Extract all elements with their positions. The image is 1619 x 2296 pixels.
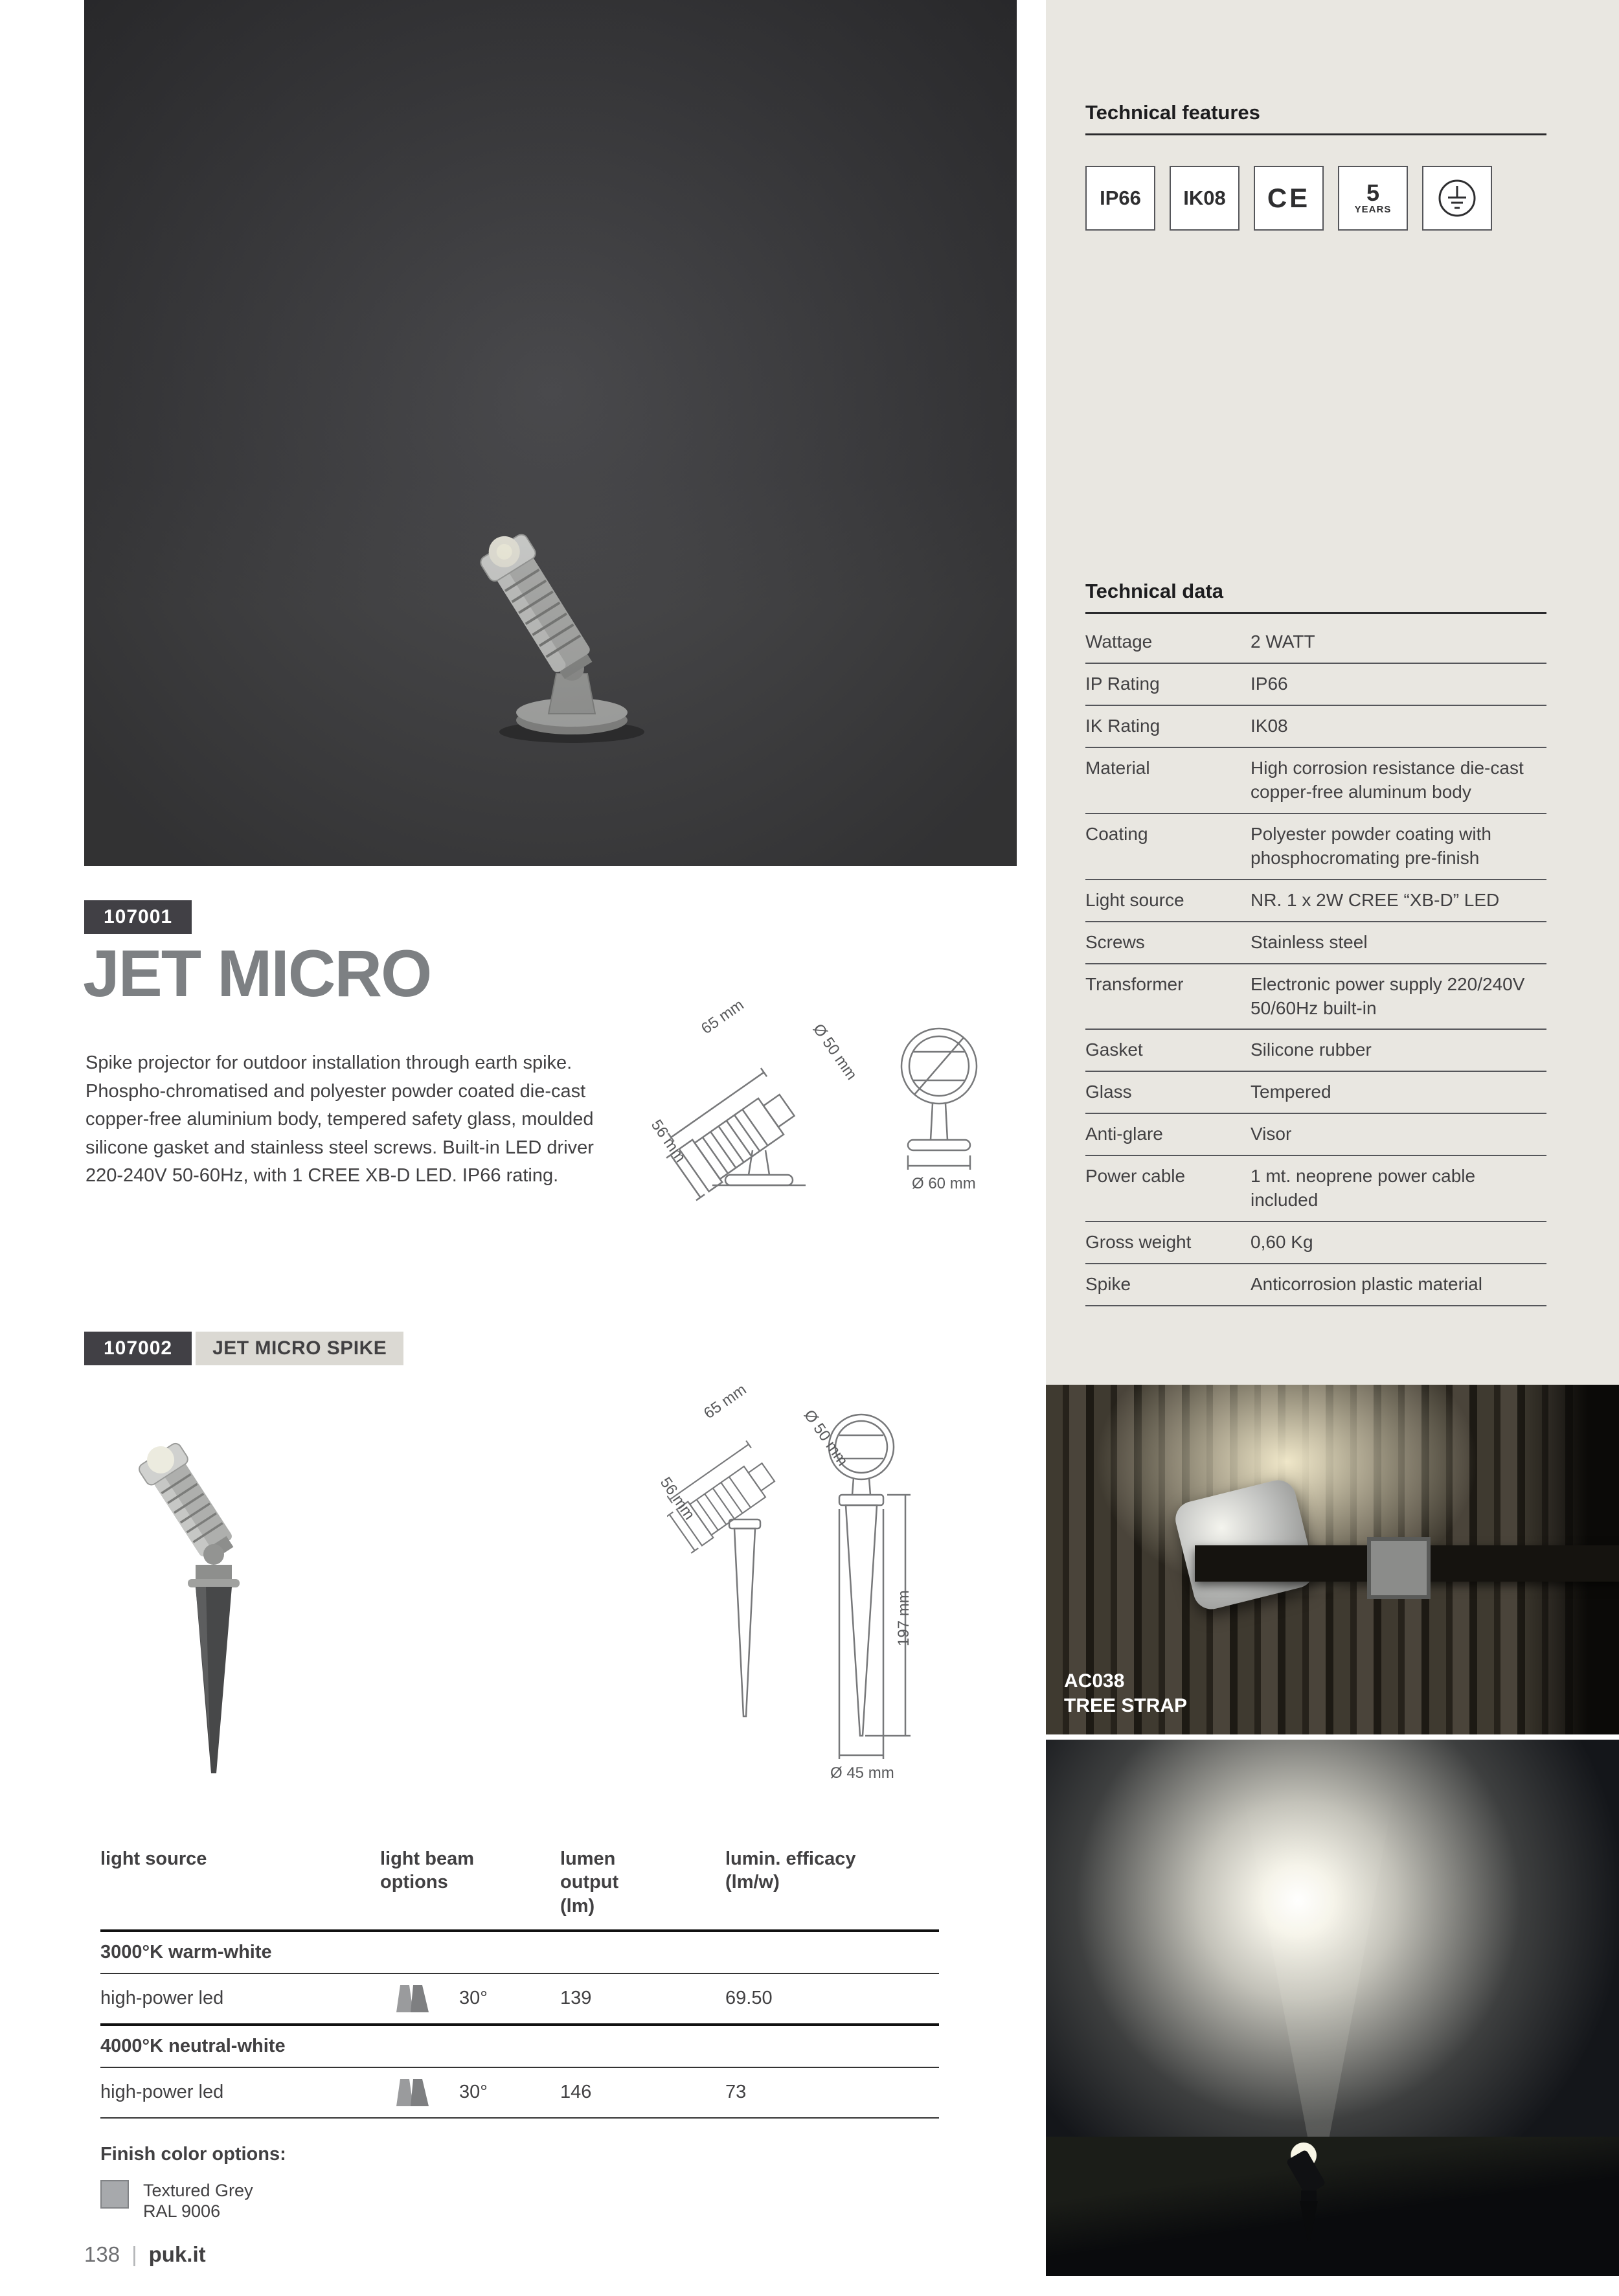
tree-mounted-fixture [1172,1477,1318,1613]
row-label: Spike [1085,1274,1131,1295]
cell-lumen: 139 [560,1988,592,2009]
row-value: Tempered [1251,1082,1331,1102]
variant-code: 107002 [84,1332,192,1365]
dim-label-base: Ø 60 mm [912,1175,976,1192]
beam-angle-icon [396,1984,429,2014]
dim-label-length: 65 mm [698,995,747,1038]
row-label: Anti-glare [1085,1124,1163,1144]
col-header-lumen-output: lumen output (lm) [560,1848,619,1916]
table-row [1085,922,1546,964]
dim-label-length: 65 mm [701,1380,750,1423]
table-row [1085,964,1546,1030]
cell-beam [380,2078,560,2108]
row-label: Gross weight [1085,1232,1192,1253]
light-beam [1241,1782,1396,2145]
page-title: JET MICRO [83,937,431,1010]
table-section-4000k: 4000°K neutral-white [100,2026,939,2068]
cell-efficacy: 73 [725,2082,747,2103]
row-value: IP66 [1251,673,1288,694]
finish-name: Textured Grey [143,2181,253,2200]
finish-ral-code: RAL 9006 [143,2201,221,2222]
row-label: IP Rating [1085,673,1160,694]
table-row [100,1974,939,2026]
cell-lumen: 146 [560,2082,592,2103]
row-value: High corrosion resistance die-cast copper-free aluminum body [1251,757,1524,802]
table-row [1085,880,1546,922]
row-value: Anticorrosion plastic material [1251,1274,1482,1295]
earth-ground-icon [1437,178,1477,218]
page-number: 138 [84,2242,120,2266]
table-row [1085,664,1546,706]
row-value: Silicone rubber [1251,1040,1372,1060]
strap-buckle [1367,1537,1431,1599]
product-code: 107001 [84,900,192,934]
footer-divider: | [131,2242,137,2266]
warranty-years: 5 [1366,179,1380,206]
ip-rating-badge: IP66 [1085,166,1155,231]
row-value: Visor [1251,1124,1292,1144]
row-label: Gasket [1085,1040,1143,1060]
table-header-row [100,1847,939,1932]
table-row [1085,1156,1546,1222]
row-value: Polyester powder coating with phosphocromating pre-finish [1251,823,1491,868]
col-header-light-source: light source [100,1848,207,1869]
row-value: Electronic power supply 220/240V 50/60Hz built-in [1251,973,1525,1018]
row-label: IK Rating [1085,715,1160,736]
table-row [1085,1222,1546,1264]
col-header-efficacy: lumin. efficacy (lm/w) [725,1848,856,1893]
site-name: puk.it [148,2242,206,2266]
table-row [1085,1030,1546,1072]
col-header-beam-options: light beam options [380,1848,475,1893]
earth-ground-badge [1422,166,1492,231]
cell-light-source: high-power led [100,2082,224,2103]
row-label: Coating [1085,823,1148,844]
spike-product-photo [84,1381,343,1795]
technical-drawing-spike [656,1380,952,1807]
table-row [1085,1072,1546,1114]
warranty-badge [1338,166,1408,231]
row-label: Transformer [1085,973,1184,994]
table-row [100,2068,939,2119]
beam-angle-value: 30° [459,1988,488,2009]
row-label: Wattage [1085,631,1153,652]
row-label: Screws [1085,931,1145,952]
dim-label-base: Ø 45 mm [830,1764,894,1782]
table-row [1085,622,1546,664]
table-row [1085,1114,1546,1156]
accessory-name: TREE STRAP [1064,1694,1188,1716]
dim-label-diameter: Ø 50 mm [809,1021,861,1084]
warranty-unit: YEARS [1354,203,1392,215]
dim-label-spike-length: 197 mm [895,1590,912,1646]
accessory-label [1064,1669,1187,1718]
row-value: 2 WATT [1251,631,1315,652]
row-value: Stainless steel [1251,931,1368,952]
cell-beam [380,1984,560,2014]
row-label: Light source [1085,889,1184,910]
row-label: Glass [1085,1082,1132,1102]
row-label: Material [1085,757,1150,778]
color-swatch [100,2180,129,2209]
photometric-table [100,1847,939,2119]
technical-sidebar [1046,0,1619,1385]
spike-fixture-silhouette [1263,2126,1354,2242]
ik-rating-badge: IK08 [1170,166,1240,231]
finish-option-label [143,2180,253,2222]
certification-badges [1085,166,1492,231]
row-value: 0,60 Kg [1251,1232,1313,1253]
row-label: Power cable [1085,1166,1186,1187]
finish-option [100,2180,253,2222]
accessory-photo-tree-strap [1046,1385,1619,1734]
table-section-3000k: 3000°K warm-white [100,1932,939,1974]
cell-light-source: high-power led [100,1988,224,2009]
technical-data-title: Technical data [1085,580,1546,614]
technical-drawing-surface-mount [647,990,1023,1281]
row-value: 1 mt. neoprene power cable included [1251,1166,1476,1211]
row-value: NR. 1 x 2W CREE “XB-D” LED [1251,889,1500,910]
finish-options-title: Finish color options: [100,2144,286,2165]
dim-label-height: 56 mm [647,1117,690,1166]
beam-angle-value: 30° [459,2082,488,2103]
dim-label-diameter: Ø 50 mm [800,1407,852,1470]
beam-angle-icon [396,2078,429,2108]
dim-label-height: 56 mm [656,1474,699,1523]
photo-vignette [84,0,1017,866]
ce-mark-badge: CE [1254,166,1324,231]
table-row [1085,814,1546,880]
table-row [1085,1264,1546,1306]
table-row [1085,706,1546,748]
variant-name: JET MICRO SPIKE [196,1332,403,1365]
product-description: Spike projector for outdoor installation through earth spike. Phospho-chromatised and polyester powder coated die-cast copper-free aluminium body, tempered safety glass, moulded silicone gasket and stainless steel screws. Built-in LED driver 220-240V 50-60Hz, with 1 CREE XB-D LED. IP66 rating. [85,1052,594,1186]
technical-data-table [1085,622,1546,1306]
technical-features-title: Technical features [1085,101,1546,135]
cell-efficacy: 69.50 [725,1988,773,2009]
product-code-badge [84,900,192,934]
page-footer [84,2242,206,2267]
accessory-code: AC038 [1064,1670,1125,1692]
main-product-photo [84,0,1017,866]
application-photo-night [1046,1740,1619,2276]
variant-code-row [84,1332,403,1365]
row-value: IK08 [1251,715,1288,736]
table-row [1085,748,1546,814]
